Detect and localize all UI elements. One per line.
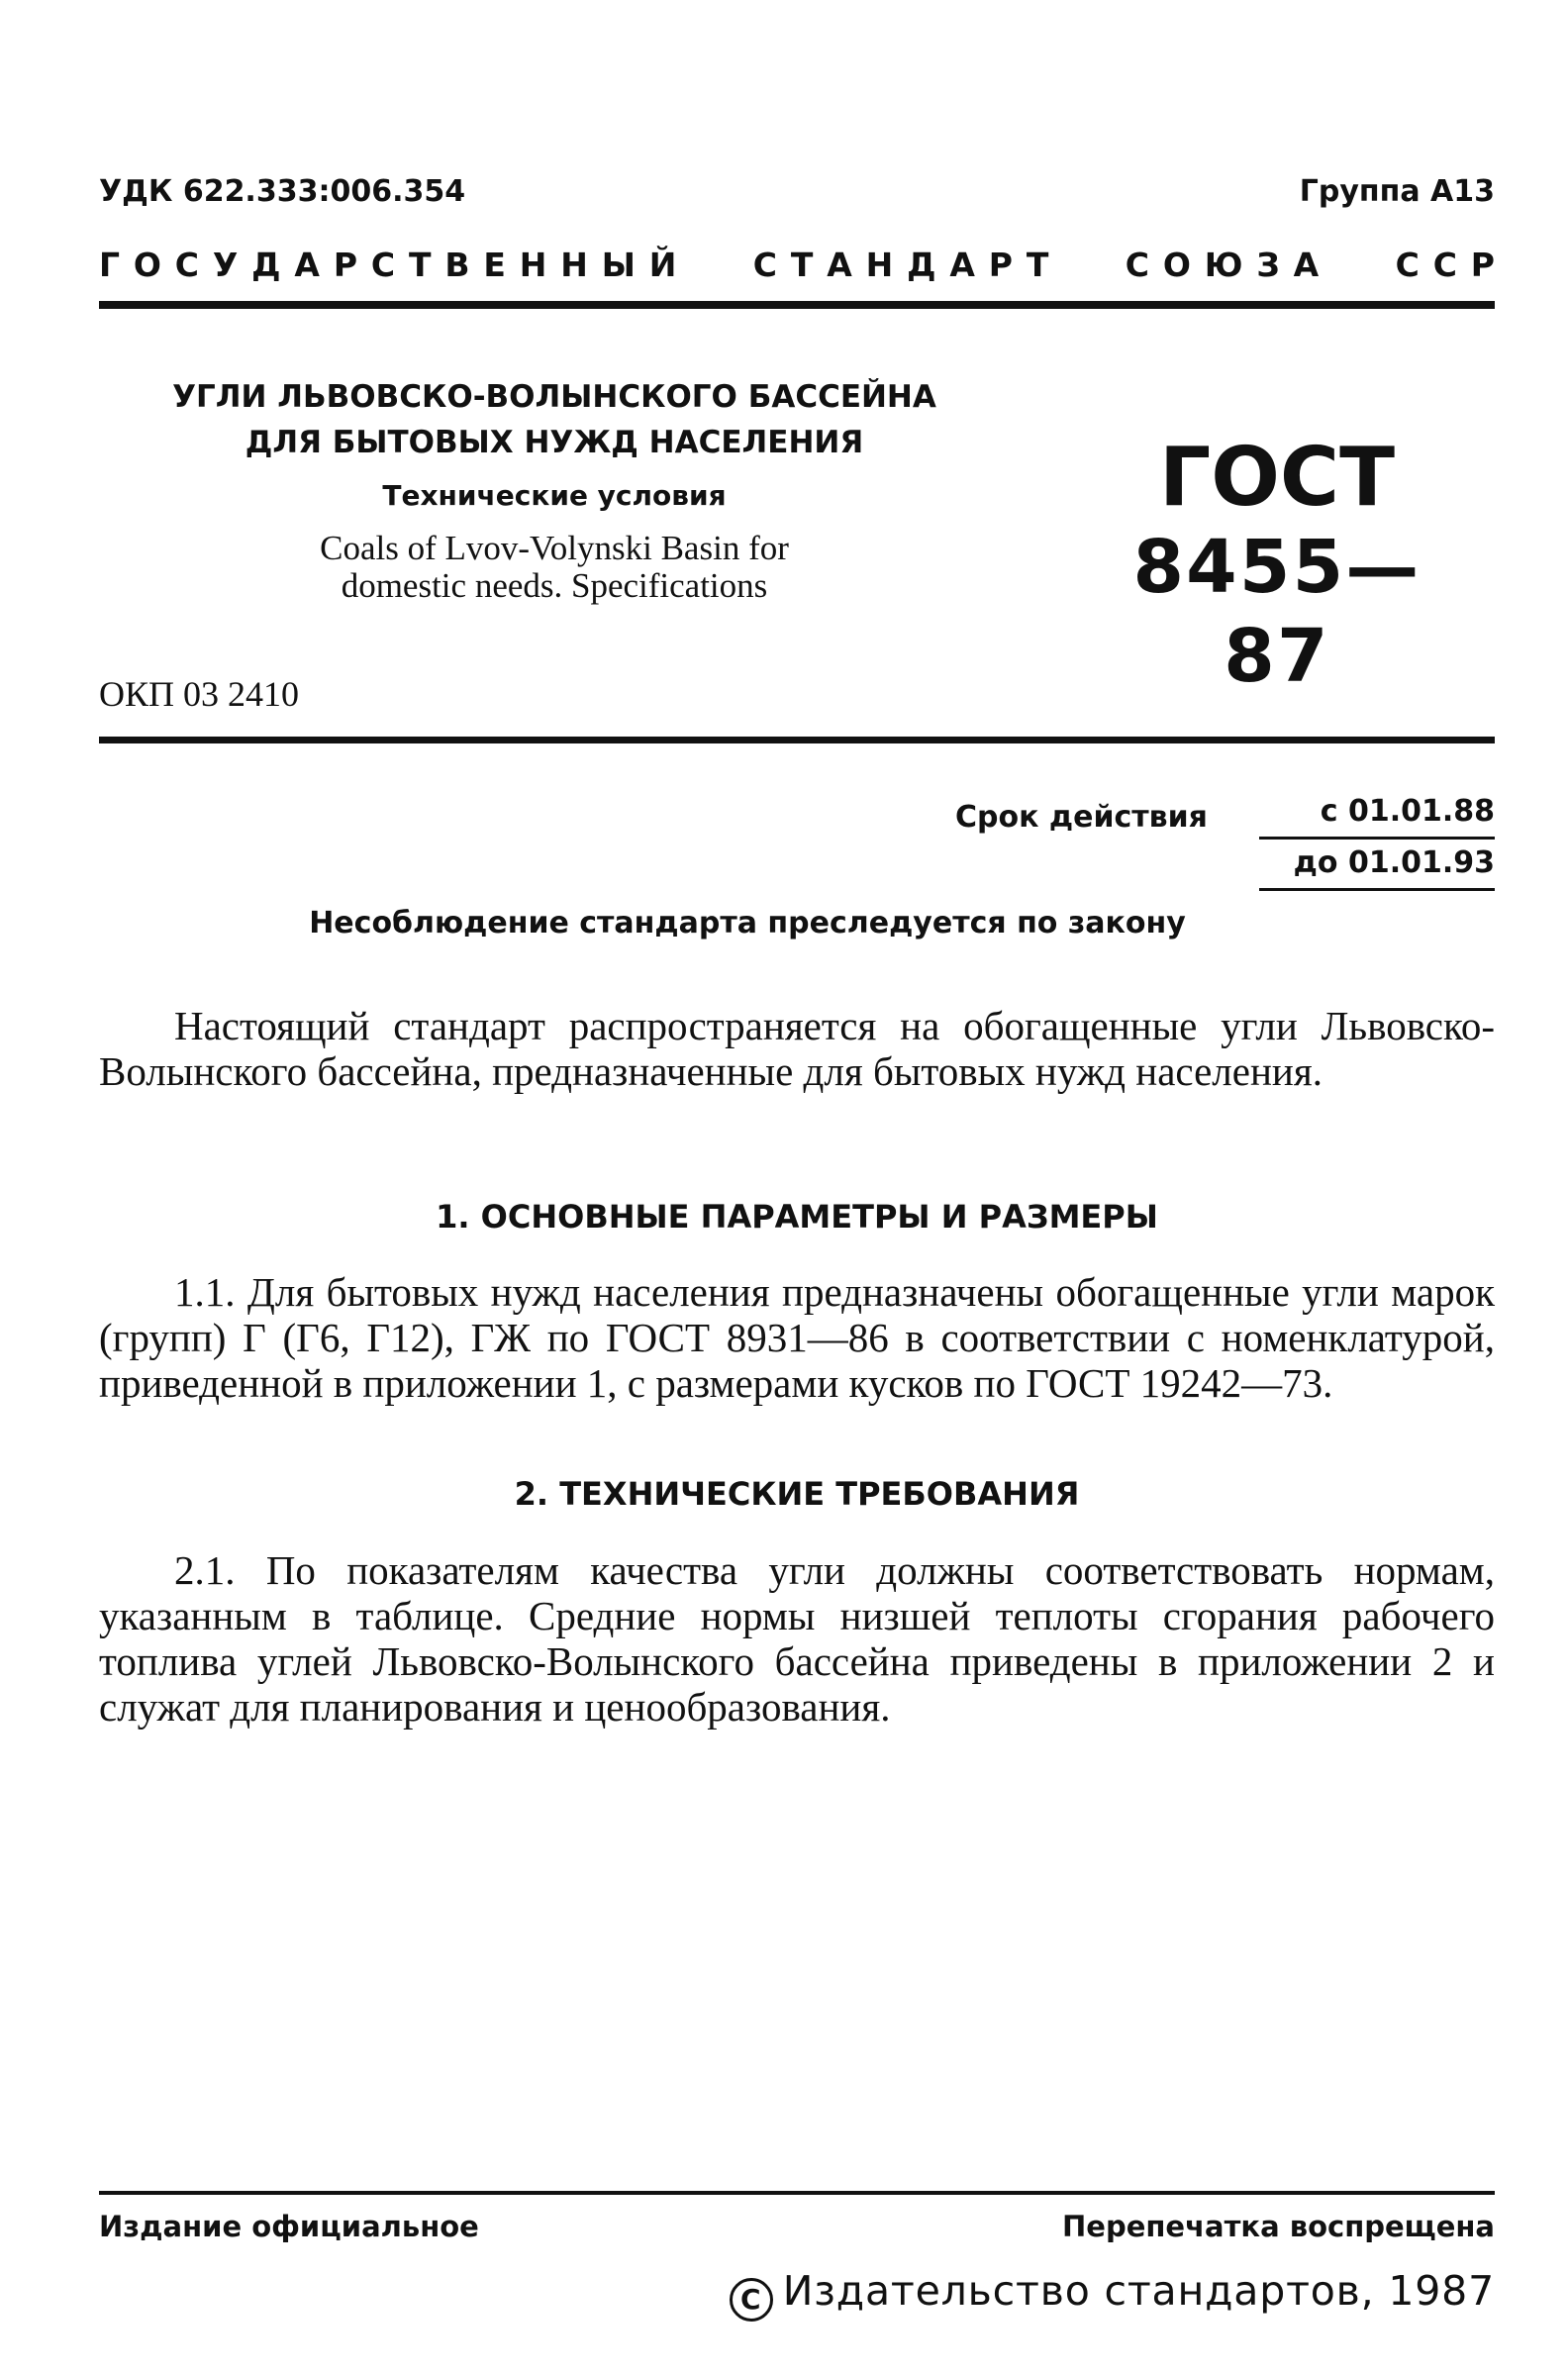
- subtitle: Технические условия: [382, 479, 727, 512]
- title-line-2: ДЛЯ БЫТОВЫХ НУЖД НАСЕЛЕНИЯ: [245, 425, 864, 460]
- state-standard-word: ГОСУДАРСТВЕННЫЙ: [99, 246, 691, 284]
- english-title-line-2: domestic needs. Specifications: [341, 566, 768, 605]
- copyright-icon: C: [730, 2278, 773, 2322]
- gost-number: 8455—87: [1132, 525, 1421, 699]
- state-standard-heading: [99, 246, 1509, 284]
- edition-note: Издание официальное: [99, 2210, 479, 2243]
- paragraph-1-1: 1.1. Для бытовых нужд населения предназначены обогащенные угли марок (групп) Г (Г6, Г12), ГЖ по ГОСТ 8931—86 в соответствии с номенклатурой, приведенной в приложении 1, с размерами кусков по ГОСТ 19242—73.: [99, 1269, 1495, 1406]
- section-1-heading: 1. ОСНОВНЫЕ ПАРАМЕТРЫ И РАЗМЕРЫ: [436, 1198, 1158, 1236]
- validity-from: с 01.01.88: [1259, 794, 1495, 840]
- state-standard-word: ССР: [1395, 246, 1509, 284]
- reprint-note: Перепечатка воспрещена: [1062, 2210, 1495, 2243]
- intro-paragraph: Настоящий стандарт распространяется на обогащенные угли Львовско-Волынского бассейна, предназначенные для бытовых нужд населения.: [99, 1003, 1495, 1094]
- gost-label: ГОСТ: [1158, 431, 1396, 525]
- english-title: [129, 530, 980, 605]
- state-standard-word: СОЮЗА: [1125, 246, 1333, 284]
- validity-to: до 01.01.93: [1259, 840, 1495, 891]
- bottom-rule: [99, 2191, 1495, 2195]
- title-line-1: УГЛИ ЛЬВОВСКО-ВОЛЫНСКОГО БАССЕЙНА: [172, 379, 936, 415]
- middle-rule: [99, 737, 1495, 743]
- top-rule: [99, 301, 1495, 309]
- copyright-line: [730, 2267, 1495, 2322]
- state-standard-word: СТАНДАРТ: [752, 246, 1063, 284]
- validity-label: Срок действия: [955, 800, 1208, 835]
- validity-dates: [1259, 794, 1495, 891]
- legal-warning: Несоблюдение стандарта преследуется по закону: [309, 906, 1186, 940]
- okp-code: ОКП 03 2410: [99, 674, 300, 714]
- paragraph-2-1: 2.1. По показателям качества угли должны соответствовать нормам, указанным в таблице. Средние нормы низшей теплоты сгорания рабочего топлива углей Львовско-Волынского бассейна приведены в приложении 2 и служат для планирования и ценообразования.: [99, 1547, 1495, 1730]
- copyright-text: Издательство стандартов, 1987: [782, 2267, 1495, 2315]
- english-title-line-1: Coals of Lvov-Volynski Basin for: [320, 529, 789, 567]
- section-2-heading: 2. ТЕХНИЧЕСКИЕ ТРЕБОВАНИЯ: [514, 1475, 1080, 1513]
- group-code: Группа А13: [1299, 174, 1495, 209]
- udc-code: УДК 622.333:006.354: [99, 174, 466, 209]
- title-block: [129, 374, 980, 605]
- gost-designation: [1089, 431, 1465, 701]
